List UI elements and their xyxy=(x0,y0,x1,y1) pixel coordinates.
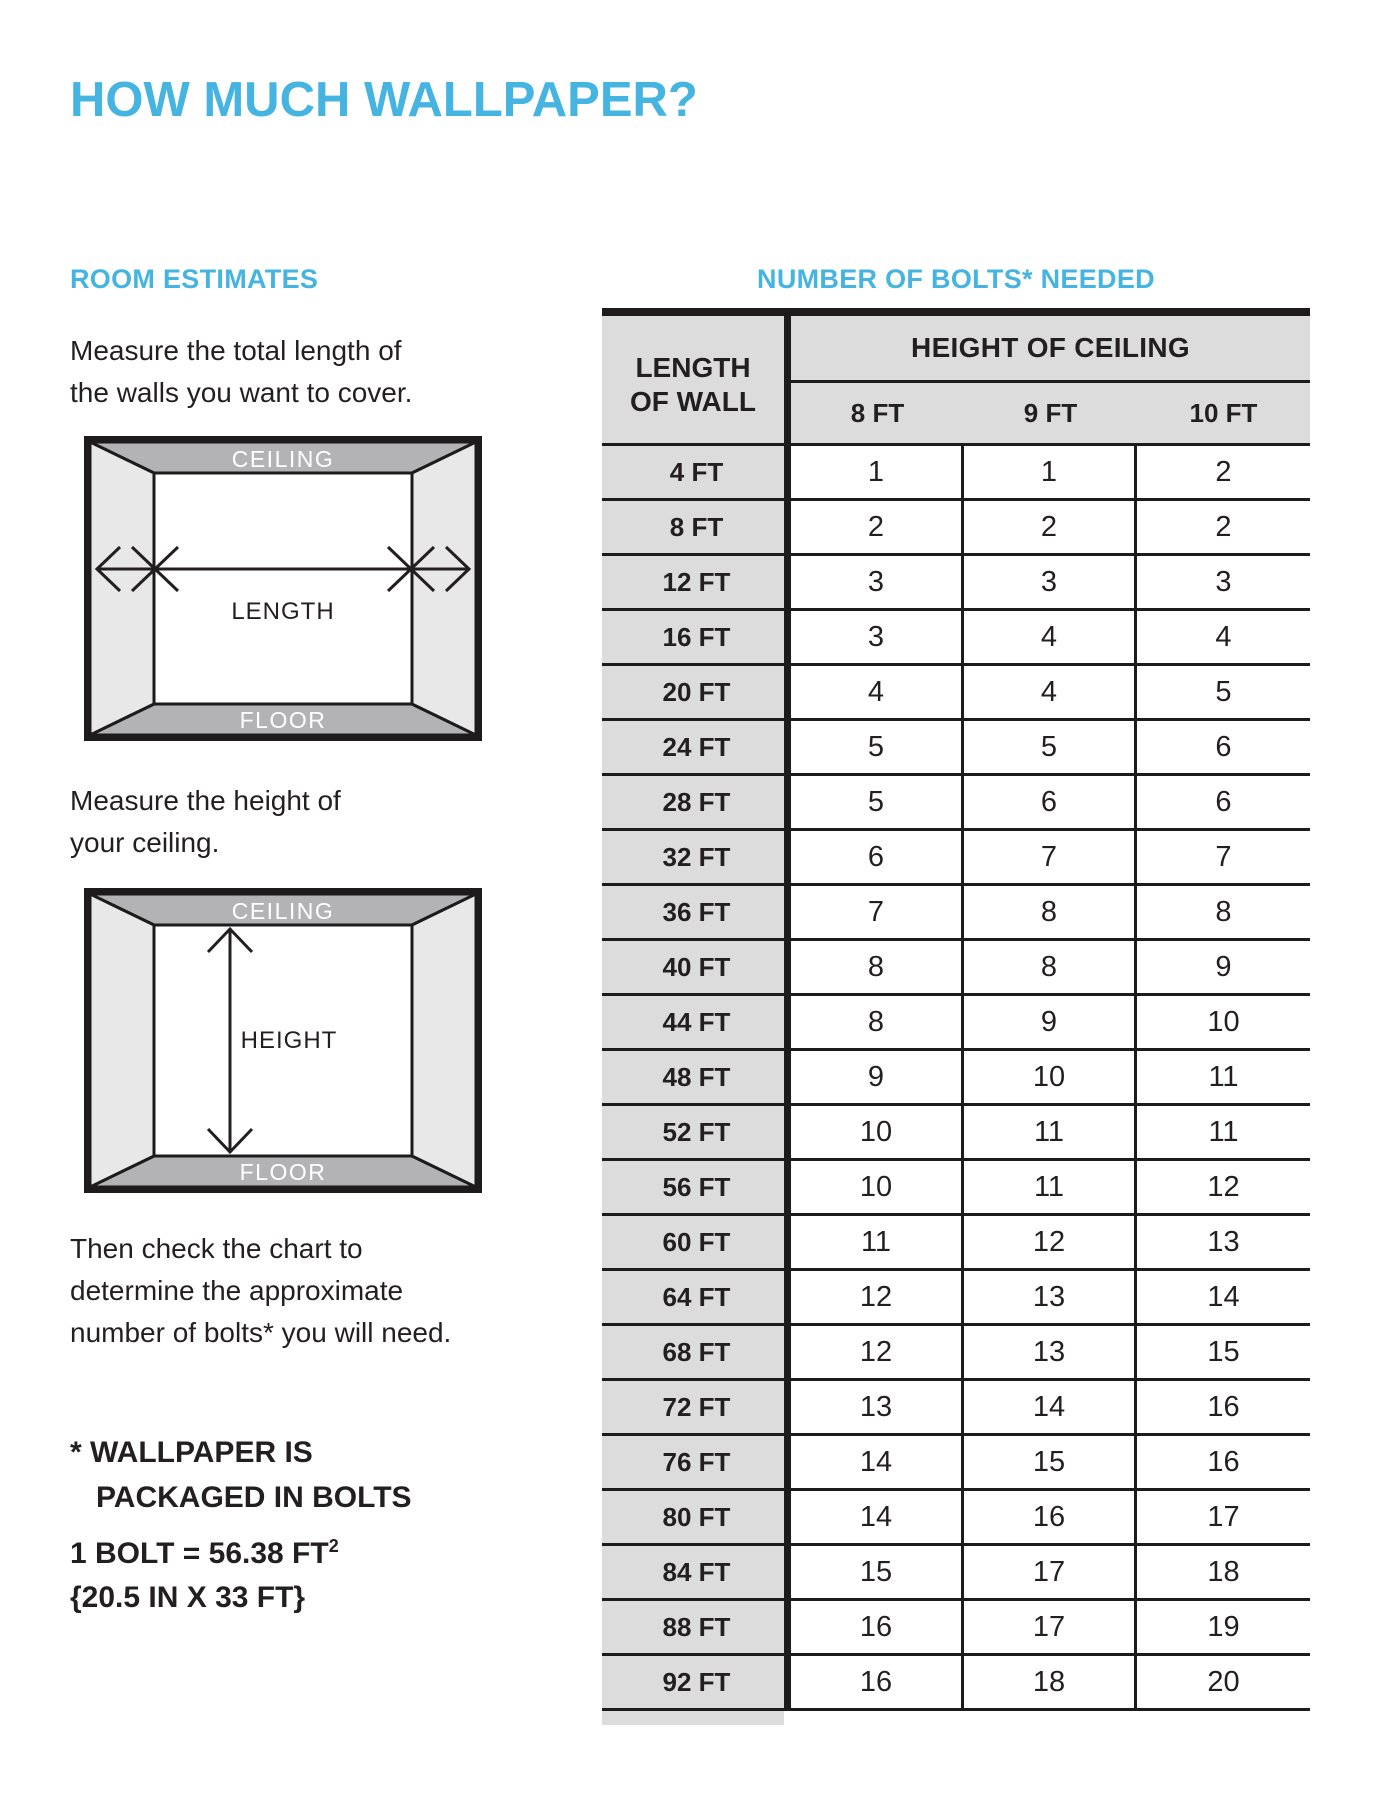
table-row xyxy=(602,611,1310,666)
bolt-equation-text: 1 BOLT = 56.38 FT xyxy=(70,1537,329,1570)
bolt-count-cell: 4 xyxy=(791,666,964,721)
bolt-count-cell: 18 xyxy=(964,1656,1137,1711)
bolt-count-cell: 11 xyxy=(1137,1051,1310,1106)
bolt-count-cell: 15 xyxy=(791,1546,964,1601)
bolt-count-cell: 6 xyxy=(964,776,1137,831)
col-header-8ft: 8 FT xyxy=(850,397,905,428)
step3-line2: determine the approximate xyxy=(70,1275,404,1306)
table-row xyxy=(602,1656,1310,1711)
row-label: 88 FT xyxy=(602,1601,791,1656)
bolt-count-cell: 8 xyxy=(964,886,1137,941)
step3-text xyxy=(70,1228,451,1354)
table-row xyxy=(602,721,1310,776)
bolt-count-cell: 10 xyxy=(791,1106,964,1161)
length-of-wall-line1: LENGTH xyxy=(635,351,751,383)
bolt-count-cell: 4 xyxy=(964,611,1137,666)
bolt-count-cell: 16 xyxy=(791,1601,964,1656)
row-label: 68 FT xyxy=(602,1326,791,1381)
bolt-count-cell: 16 xyxy=(791,1656,964,1711)
bolt-count-cell: 11 xyxy=(964,1106,1137,1161)
footnote-line1: * WALLPAPER IS xyxy=(70,1436,313,1469)
bolt-count-cell: 10 xyxy=(1137,996,1310,1051)
row-label: 12 FT xyxy=(602,556,791,611)
row-label: 56 FT xyxy=(602,1161,791,1216)
bolt-count-cell: 14 xyxy=(791,1436,964,1491)
bolt-count-cell: 2 xyxy=(791,501,964,556)
ceiling-height-subheaders xyxy=(791,383,1310,443)
row-label: 28 FT xyxy=(602,776,791,831)
bolt-count-cell: 8 xyxy=(791,996,964,1051)
bolt-count-cell: 14 xyxy=(964,1381,1137,1436)
table-bottom-stub xyxy=(602,1711,784,1725)
bolt-count-cell: 4 xyxy=(964,666,1137,721)
bolt-count-cell: 15 xyxy=(964,1436,1137,1491)
bolt-count-cell: 6 xyxy=(791,831,964,886)
table-row xyxy=(602,1436,1310,1491)
row-label: 76 FT xyxy=(602,1436,791,1491)
floor-label: FLOOR xyxy=(239,707,327,733)
bolt-count-cell: 2 xyxy=(1137,446,1310,501)
left-wall-surface xyxy=(90,442,154,735)
row-label: 52 FT xyxy=(602,1106,791,1161)
bolt-count-cell: 2 xyxy=(964,501,1137,556)
table-row xyxy=(602,1326,1310,1381)
row-label: 16 FT xyxy=(602,611,791,666)
bolt-count-cell: 1 xyxy=(964,446,1137,501)
bolt-count-cell: 10 xyxy=(791,1161,964,1216)
bolt-count-cell: 12 xyxy=(964,1216,1137,1271)
floor-label: FLOOR xyxy=(239,1159,327,1185)
bolt-count-cell: 11 xyxy=(1137,1106,1310,1161)
table-row xyxy=(602,941,1310,996)
bolt-count-cell: 6 xyxy=(1137,721,1310,776)
bolt-equation xyxy=(70,1524,339,1576)
bolt-count-cell: 5 xyxy=(1137,666,1310,721)
bolt-count-cell: 2 xyxy=(1137,501,1310,556)
table-row xyxy=(602,1601,1310,1656)
table-row xyxy=(602,556,1310,611)
step1-text xyxy=(70,330,412,414)
row-label: 32 FT xyxy=(602,831,791,886)
bolt-count-cell: 4 xyxy=(1137,611,1310,666)
bolt-dimensions: {20.5 IN X 33 FT} xyxy=(70,1581,306,1614)
step2-line1: Measure the height of xyxy=(70,785,341,816)
room-height-drawing xyxy=(90,894,476,1187)
row-label: 20 FT xyxy=(602,666,791,721)
row-label: 80 FT xyxy=(602,1491,791,1546)
bolt-count-cell: 14 xyxy=(1137,1271,1310,1326)
row-label: 92 FT xyxy=(602,1656,791,1711)
wallpaper-bolts-table xyxy=(602,308,1310,1725)
bolt-count-cell: 13 xyxy=(964,1271,1137,1326)
footnote-line2: PACKAGED IN BOLTS xyxy=(96,1481,412,1514)
height-of-ceiling-header: HEIGHT OF CEILING xyxy=(791,316,1310,383)
bolt-count-cell: 7 xyxy=(964,831,1137,886)
table-body xyxy=(602,446,1310,1711)
step3-line1: Then check the chart to xyxy=(70,1233,363,1264)
bolt-count-cell: 16 xyxy=(964,1491,1137,1546)
row-label: 36 FT xyxy=(602,886,791,941)
table-row xyxy=(602,1546,1310,1601)
table-row xyxy=(602,831,1310,886)
length-label: LENGTH xyxy=(231,598,335,625)
bolt-count-cell: 3 xyxy=(791,611,964,666)
bolt-count-cell: 16 xyxy=(1137,1436,1310,1491)
bolt-count-cell: 12 xyxy=(791,1326,964,1381)
bolt-count-cell: 13 xyxy=(791,1381,964,1436)
room-length-drawing xyxy=(90,442,476,735)
table-row xyxy=(602,501,1310,556)
ceiling-label: CEILING xyxy=(231,898,335,924)
table-top-border xyxy=(602,308,1310,316)
bolt-count-cell: 20 xyxy=(1137,1656,1310,1711)
bolt-count-cell: 8 xyxy=(964,941,1137,996)
table-row xyxy=(602,886,1310,941)
bolts-footnote xyxy=(70,1430,412,1520)
table-row xyxy=(602,1216,1310,1271)
row-label: 24 FT xyxy=(602,721,791,776)
step2-line2: your ceiling. xyxy=(70,827,220,858)
right-wall-surface xyxy=(412,442,476,735)
right-wall-surface xyxy=(412,894,476,1187)
bolt-count-cell: 9 xyxy=(791,1051,964,1106)
row-label: 60 FT xyxy=(602,1216,791,1271)
table-row xyxy=(602,1106,1310,1161)
table-row xyxy=(602,996,1310,1051)
bolt-equation-superscript: 2 xyxy=(328,1536,339,1556)
bolt-count-cell: 5 xyxy=(791,721,964,776)
back-wall-surface xyxy=(154,473,412,704)
row-label: 48 FT xyxy=(602,1051,791,1106)
bolt-count-cell: 12 xyxy=(1137,1161,1310,1216)
bolt-size-info xyxy=(70,1524,339,1620)
bolt-count-cell: 3 xyxy=(791,556,964,611)
bolt-count-cell: 17 xyxy=(1137,1491,1310,1546)
bolt-count-cell: 13 xyxy=(1137,1216,1310,1271)
length-of-wall-line2: OF WALL xyxy=(630,385,756,417)
bolt-count-cell: 10 xyxy=(964,1051,1137,1106)
bolt-count-cell: 8 xyxy=(791,941,964,996)
bolt-count-cell: 3 xyxy=(1137,556,1310,611)
table-row xyxy=(602,1491,1310,1546)
row-label: 4 FT xyxy=(602,446,791,501)
ceiling-label: CEILING xyxy=(231,446,335,472)
length-of-wall-header xyxy=(602,316,784,443)
room-length-diagram xyxy=(84,436,482,741)
bolt-count-cell: 7 xyxy=(791,886,964,941)
bolt-count-cell: 3 xyxy=(964,556,1137,611)
step1-line2: the walls you want to cover. xyxy=(70,377,413,408)
bolt-count-cell: 7 xyxy=(1137,831,1310,886)
bolt-count-cell: 6 xyxy=(1137,776,1310,831)
row-label: 64 FT xyxy=(602,1271,791,1326)
row-label: 8 FT xyxy=(602,501,791,556)
bolt-count-cell: 15 xyxy=(1137,1326,1310,1381)
room-height-diagram xyxy=(84,888,482,1193)
table-header xyxy=(602,316,1310,446)
table-row xyxy=(602,1161,1310,1216)
height-label: HEIGHT xyxy=(240,1027,338,1054)
bolt-count-cell: 17 xyxy=(964,1546,1137,1601)
row-label: 84 FT xyxy=(602,1546,791,1601)
bolt-count-cell: 13 xyxy=(964,1326,1137,1381)
row-label: 44 FT xyxy=(602,996,791,1051)
table-row xyxy=(602,1381,1310,1436)
step3-line3: number of bolts* you will need. xyxy=(70,1317,452,1348)
bolt-count-cell: 1 xyxy=(791,446,964,501)
bolt-count-cell: 9 xyxy=(1137,941,1310,996)
table-column-divider xyxy=(784,316,791,1711)
bolt-count-cell: 14 xyxy=(791,1491,964,1546)
page-title: HOW MUCH WALLPAPER? xyxy=(70,73,698,127)
step2-text xyxy=(70,780,341,864)
table-row xyxy=(602,776,1310,831)
bolt-count-cell: 5 xyxy=(964,721,1137,776)
bolts-needed-heading: NUMBER OF BOLTS* NEEDED xyxy=(757,264,1155,294)
step1-line1: Measure the total length of xyxy=(70,335,402,366)
bolt-count-cell: 17 xyxy=(964,1601,1137,1656)
table-row xyxy=(602,446,1310,501)
bolt-count-cell: 11 xyxy=(791,1216,964,1271)
table-row xyxy=(602,666,1310,721)
row-label: 40 FT xyxy=(602,941,791,996)
bolt-count-cell: 9 xyxy=(964,996,1137,1051)
bolt-count-cell: 8 xyxy=(1137,886,1310,941)
bolt-count-cell: 11 xyxy=(964,1161,1137,1216)
room-estimates-heading: ROOM ESTIMATES xyxy=(70,264,319,294)
row-label: 72 FT xyxy=(602,1381,791,1436)
left-wall-surface xyxy=(90,894,154,1187)
bolt-count-cell: 12 xyxy=(791,1271,964,1326)
bolt-count-cell: 19 xyxy=(1137,1601,1310,1656)
bolt-count-cell: 16 xyxy=(1137,1381,1310,1436)
table-row xyxy=(602,1051,1310,1106)
table-row xyxy=(602,1271,1310,1326)
bolt-count-cell: 18 xyxy=(1137,1546,1310,1601)
bolt-count-cell: 5 xyxy=(791,776,964,831)
col-header-9ft: 9 FT xyxy=(1023,397,1078,428)
col-header-10ft: 10 FT xyxy=(1189,397,1258,428)
